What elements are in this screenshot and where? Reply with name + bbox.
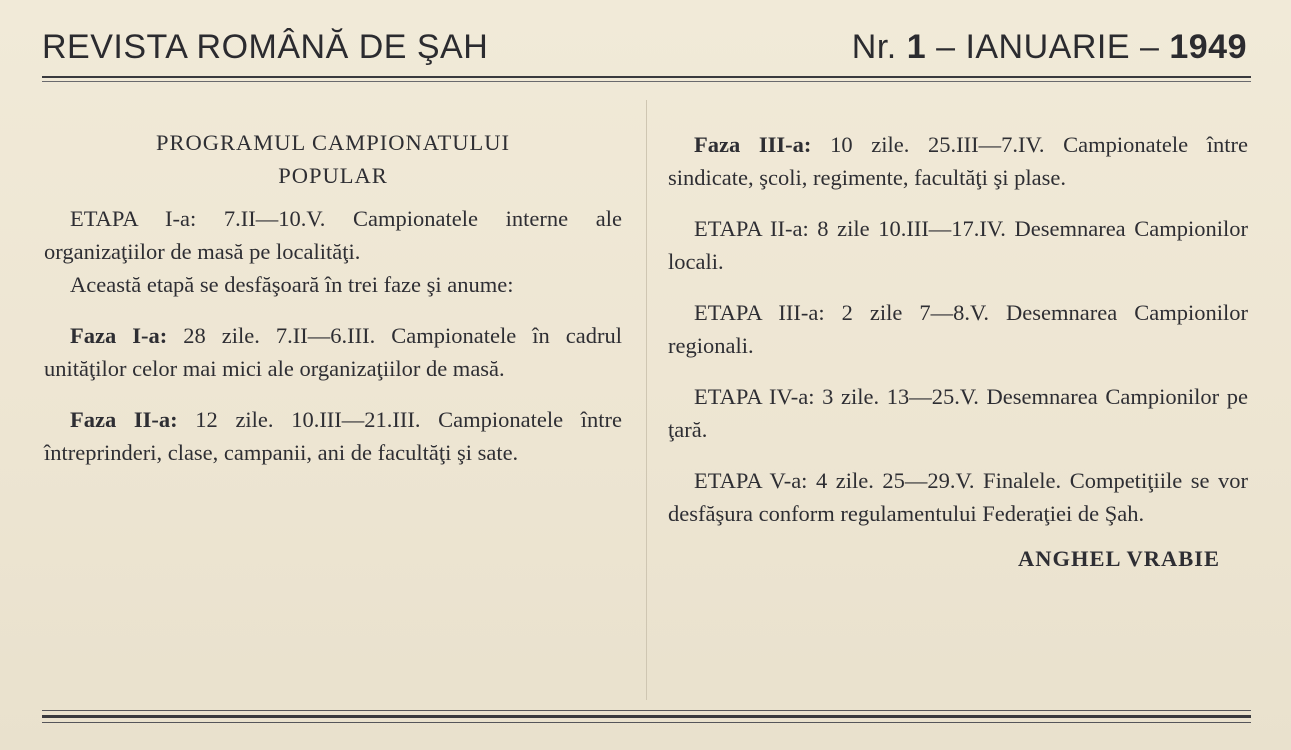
etapa-3-label: ETAPA III-a: [694, 300, 825, 325]
right-column [668, 128, 1248, 575]
issue-dash-1: – [936, 28, 956, 66]
issue-month: IANUARIE [965, 28, 1131, 66]
author-signature: ANGHEL VRABIE [1017, 546, 1220, 571]
faza-1-paragraph [44, 319, 622, 385]
etapa-4-label: ETAPA IV-a: [694, 384, 815, 409]
issue-prefix: Nr. [851, 28, 897, 66]
etapa-5-paragraph [668, 464, 1248, 530]
etapa-3-paragraph [668, 296, 1248, 362]
issue-number: 1 [906, 28, 927, 66]
faza-1-label: Faza I-a: [70, 323, 168, 348]
etapa-5-text: 4 zile. 25—29.V. Finalele. Competiţiile se vor desfăşura conform regulamentului Federaţiei de Şah. [668, 468, 1248, 526]
etapa-5-label: ETAPA V-a: [694, 468, 808, 493]
etapa-2-text: 8 zile 10.III—17.IV. Desemnarea Campionilor locali. [668, 216, 1249, 274]
faza-2-text: 12 zile. 10.III—21.III. Campionatele între întreprinderi, clase, campanii, ani de facultăţi şi sate. [44, 407, 623, 465]
footer-rule-top [42, 710, 1251, 711]
faza-1-text: 28 zile. 7.II—6.III. Campionatele în cadrul unităţilor celor mai mici ale organizaţiilor de masă. [44, 323, 622, 381]
intro-paragraph: Această etapă se desfăşoară în trei faze şi anume: [70, 272, 514, 297]
etapa-3-text: 2 zile 7—8.V. Desemnarea Campionilor regionali. [668, 300, 1248, 358]
header-rule-thin [42, 81, 1251, 82]
faza-3-label: Faza III-a: [694, 132, 812, 157]
faza-2-paragraph [44, 403, 622, 469]
footer-rule-bottom [42, 722, 1251, 723]
issue-info [852, 28, 1247, 67]
faza-3-text: 10 zile. 25.III—7.IV. Campionatele între sindicate, şcoli, regimente, facultăţi şi plase. [668, 132, 1248, 190]
heading-line-2: POPULAR [278, 163, 388, 188]
heading-line-1: PROGRAMUL CAMPIONATULUI [155, 130, 511, 155]
column-divider [646, 100, 647, 700]
left-column [44, 126, 622, 469]
etapa-4-paragraph [668, 380, 1248, 446]
etapa-4-text: 3 zile. 13—25.V. Desemnarea Campionilor pe ţară. [668, 384, 1248, 442]
etapa-1-paragraph [44, 202, 622, 268]
faza-2-label: Faza II-a: [70, 407, 178, 432]
etapa-2-paragraph [668, 212, 1248, 278]
article-heading [44, 126, 622, 192]
issue-dash-2: – [1139, 28, 1160, 66]
issue-year: 1949 [1169, 28, 1247, 66]
header-rule-thick [42, 76, 1251, 78]
etapa-2-label: ETAPA II-a: [694, 216, 809, 241]
faza-3-paragraph [668, 128, 1248, 194]
magazine-title: REVISTA ROMÂNĂ DE ŞAH [42, 28, 489, 66]
etapa-1-label: ETAPA I-a: [70, 206, 197, 231]
footer-rule-thick [42, 715, 1251, 718]
etapa-1-text: 7.II—10.V. Campionatele interne ale organizaţiilor de masă pe localităţi. [44, 206, 622, 264]
